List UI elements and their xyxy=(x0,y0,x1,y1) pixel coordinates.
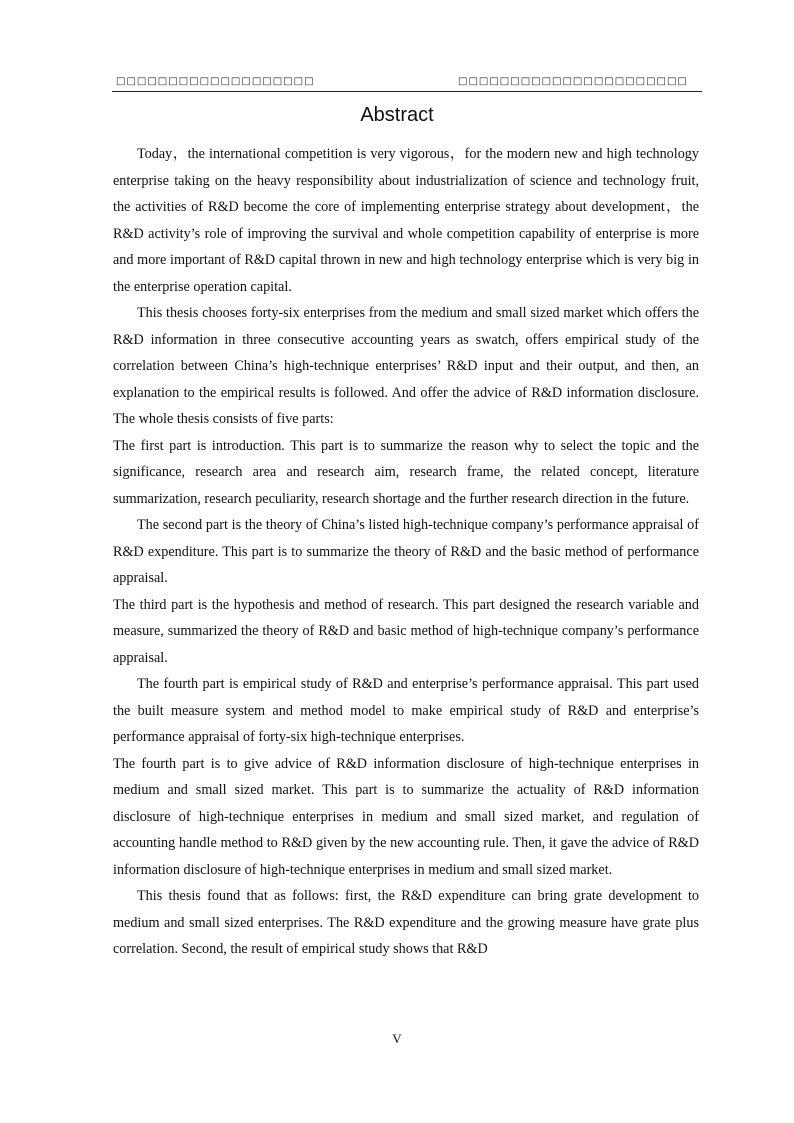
paragraph: This thesis chooses forty-six enterprises from the medium and small sized market which offers the R&D information in three consecutive accounting years as swatch, offers empirical study of the correlation between China’s high-technique enterprises’ R&D input and their output, and then, an explanation to the empirical results is followed. And offer the advice of R&D information disclosure. The whole thesis consists of five parts: xyxy=(113,305,699,427)
page-title: Abstract xyxy=(360,104,434,126)
paragraph: The third part is the hypothesis and method of research. This part designed the research variable and measure, summarized the theory of R&D and basic method of high-technique company’s performance appraisal. xyxy=(113,596,699,666)
page-number: V xyxy=(392,1031,402,1046)
paragraph: The fourth part is to give advice of R&D information disclosure of high-technique enterprises in medium and small sized market. This part is to summarize the actuality of R&D information disclosure of high-technique enterprises in medium and small sized market, and regulation of accounting handle method to R&D given by the new accounting rule. Then, it gave the advice of R&D information disclosure of high-technique enterprises in medium and small sized market. xyxy=(113,755,699,878)
paragraph: The first part is introduction. This part is to summarize the reason why to select the topic and the significance, research area and research aim, research frame, the related concept, literature summarization, research peculiarity, research shortage and the further research direction in the future. xyxy=(113,437,699,507)
abstract-body xyxy=(113,141,699,963)
paragraph: The fourth part is empirical study of R&D and enterprise’s performance appraisal. This part used the built measure system and method model to make empirical study of R&D and enterprise’s performance appraisal of forty-six high-technique enterprises. xyxy=(113,676,699,745)
running-header-left: □□□□□□□□□□□□□□□□□□□ xyxy=(116,76,315,87)
running-header-right: □□□□□□□□□□□□□□□□□□□□□□ xyxy=(458,76,688,87)
paragraph: Today，the international competition is very vigorous，for the modern new and high technology enterprise taking on the heavy responsibility about industrialization of science and technology fruit, the activities of R&D become the core of implementing enterprise strategy about development，the R&D activity’s role of improving the survival and whole competition capability of enterprise is more and more important of R&D capital thrown in new and high technology enterprise which is very big in the enterprise operation capital. xyxy=(113,146,699,295)
paragraph: This thesis found that as follows: first, the R&D expenditure can bring grate development to medium and small sized enterprises. The R&D expenditure and the growing measure have grate plus correlation. Second, the result of empirical study shows that R&D xyxy=(113,888,699,957)
header-rule xyxy=(112,91,702,92)
paragraph: The second part is the theory of China’s listed high-technique company’s performance appraisal of R&D expenditure. This part is to summarize the theory of R&D and the basic method of performance appraisal. xyxy=(113,517,699,586)
